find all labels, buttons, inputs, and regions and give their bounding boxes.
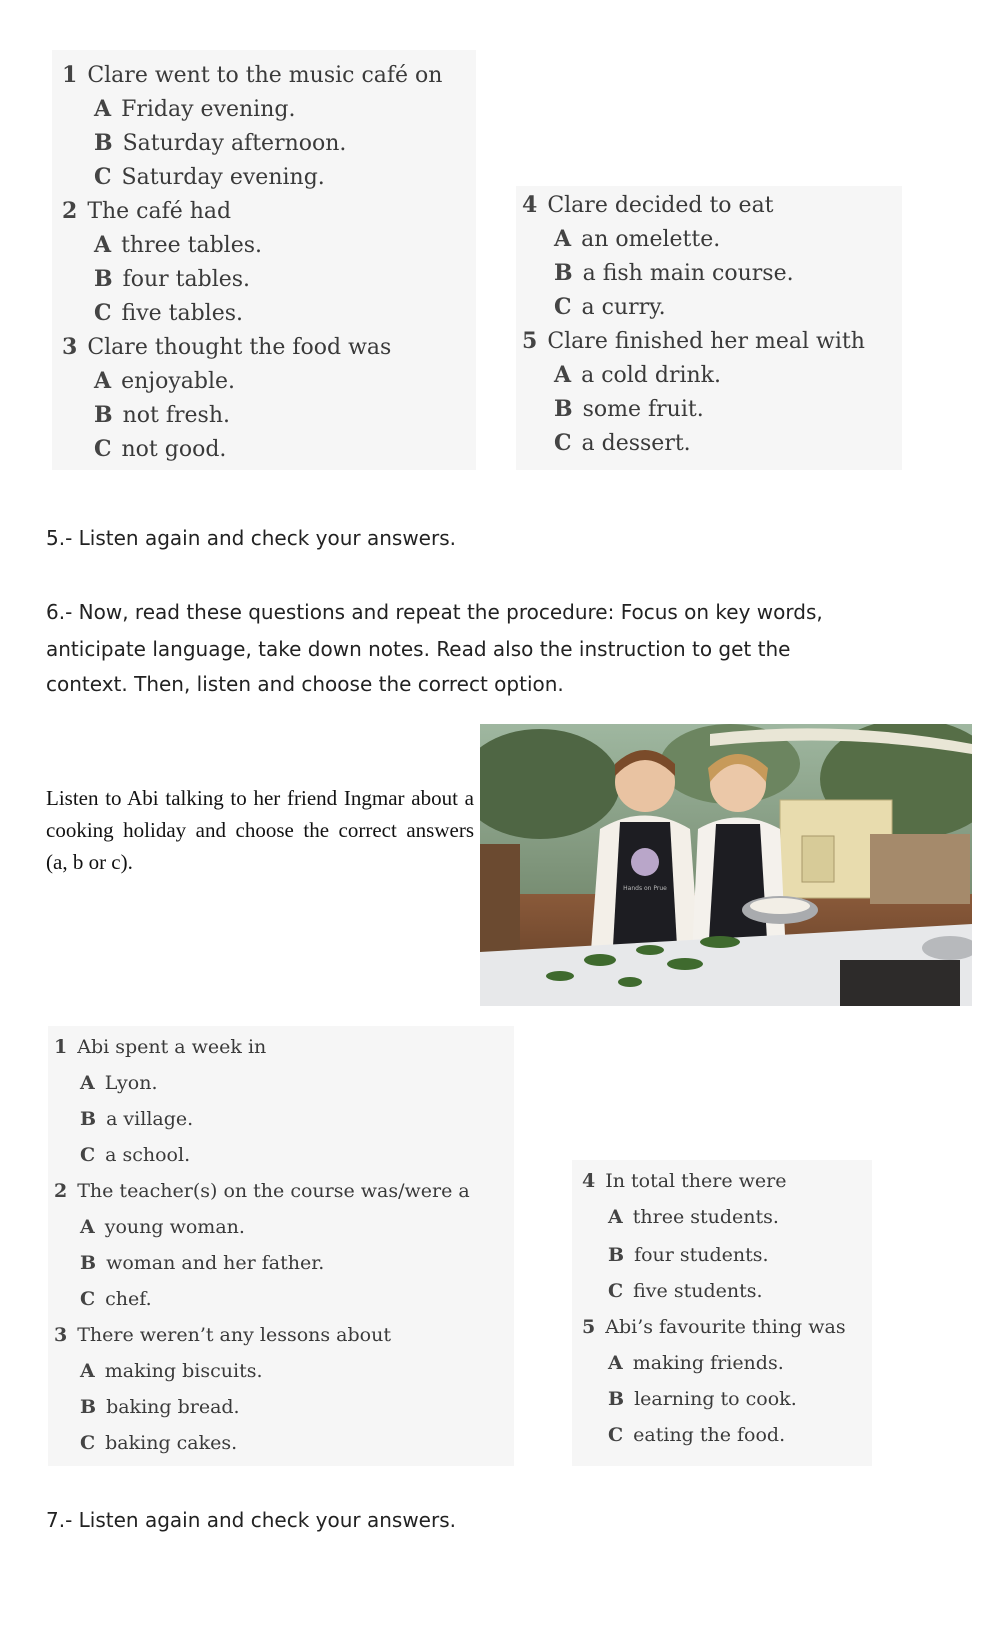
option[interactable]: A three tables. <box>94 232 263 258</box>
option[interactable]: B baking bread. <box>80 1396 240 1418</box>
question-1: 1 Abi spent a week in <box>54 1036 267 1058</box>
intro-paragraph: Listen to Abi talking to her friend Ingmar about a cooking holiday and choose the correct answers (a, b or c). <box>46 786 474 874</box>
instruction-6-line-2: anticipate language, take down notes. Read also the instruction to get the <box>46 637 791 661</box>
question-5: 5 Clare finished her meal with <box>522 328 865 354</box>
cooking-class-photo <box>480 724 972 1006</box>
option[interactable]: C eating the food. <box>608 1424 786 1446</box>
option[interactable]: C a curry. <box>554 294 666 320</box>
option[interactable]: A young woman. <box>80 1216 245 1238</box>
option[interactable]: A Lyon. <box>80 1072 158 1094</box>
option[interactable]: A Friday evening. <box>94 96 296 122</box>
option[interactable]: C a dessert. <box>554 430 691 456</box>
instruction-6-line-3: context. Then, listen and choose the correct option. <box>46 672 564 696</box>
question-5: 5 Abi’s favourite thing was <box>582 1316 846 1338</box>
grill <box>840 960 960 1006</box>
option[interactable]: C not good. <box>94 436 227 462</box>
instruction-5: 5.- Listen again and check your answers. <box>46 526 456 550</box>
option[interactable]: C Saturday evening. <box>94 164 325 190</box>
instruction-6-line-1: 6.- Now, read these questions and repeat the procedure: Focus on key words, <box>46 600 823 624</box>
option[interactable]: B woman and her father. <box>80 1252 325 1274</box>
question-1: 1 Clare went to the music café on <box>62 62 443 88</box>
stone-counter <box>870 834 970 904</box>
option[interactable]: C baking cakes. <box>80 1432 238 1454</box>
option[interactable]: A enjoyable. <box>94 368 236 394</box>
apron-text: Hands on Prue <box>623 885 667 892</box>
flour <box>750 898 810 914</box>
option[interactable]: B some fruit. <box>554 396 704 422</box>
option[interactable]: C chef. <box>80 1288 152 1310</box>
cooking-class-illustration <box>480 724 972 1006</box>
question-4: 4 Clare decided to eat <box>522 192 774 218</box>
option[interactable]: B a fish main course. <box>554 260 794 286</box>
chair <box>480 844 520 954</box>
question-2: 2 The café had <box>62 198 232 224</box>
option[interactable]: A making friends. <box>608 1352 784 1374</box>
instruction-7: 7.- Listen again and check your answers. <box>46 1508 456 1532</box>
option[interactable]: C five tables. <box>94 300 244 326</box>
option[interactable]: B learning to cook. <box>608 1388 797 1410</box>
option[interactable]: B a village. <box>80 1108 194 1130</box>
oven-door <box>802 836 834 882</box>
option[interactable]: A a cold drink. <box>554 362 721 388</box>
question-4: 4 In total there were <box>582 1170 787 1192</box>
option[interactable]: B Saturday afternoon. <box>94 130 347 156</box>
option[interactable]: A making biscuits. <box>80 1360 263 1382</box>
question-3: 3 Clare thought the food was <box>62 334 392 360</box>
option[interactable]: B not fresh. <box>94 402 230 428</box>
option[interactable]: C five students. <box>608 1280 763 1302</box>
option[interactable]: A an omelette. <box>554 226 721 252</box>
option[interactable]: C a school. <box>80 1144 191 1166</box>
apron-logo <box>631 848 659 876</box>
option[interactable]: B four tables. <box>94 266 251 292</box>
question-2: 2 The teacher(s) on the course was/were a <box>54 1180 470 1202</box>
question-3: 3 There weren’t any lessons about <box>54 1324 391 1346</box>
option[interactable]: A three students. <box>608 1206 779 1228</box>
option[interactable]: B four students. <box>608 1244 769 1266</box>
